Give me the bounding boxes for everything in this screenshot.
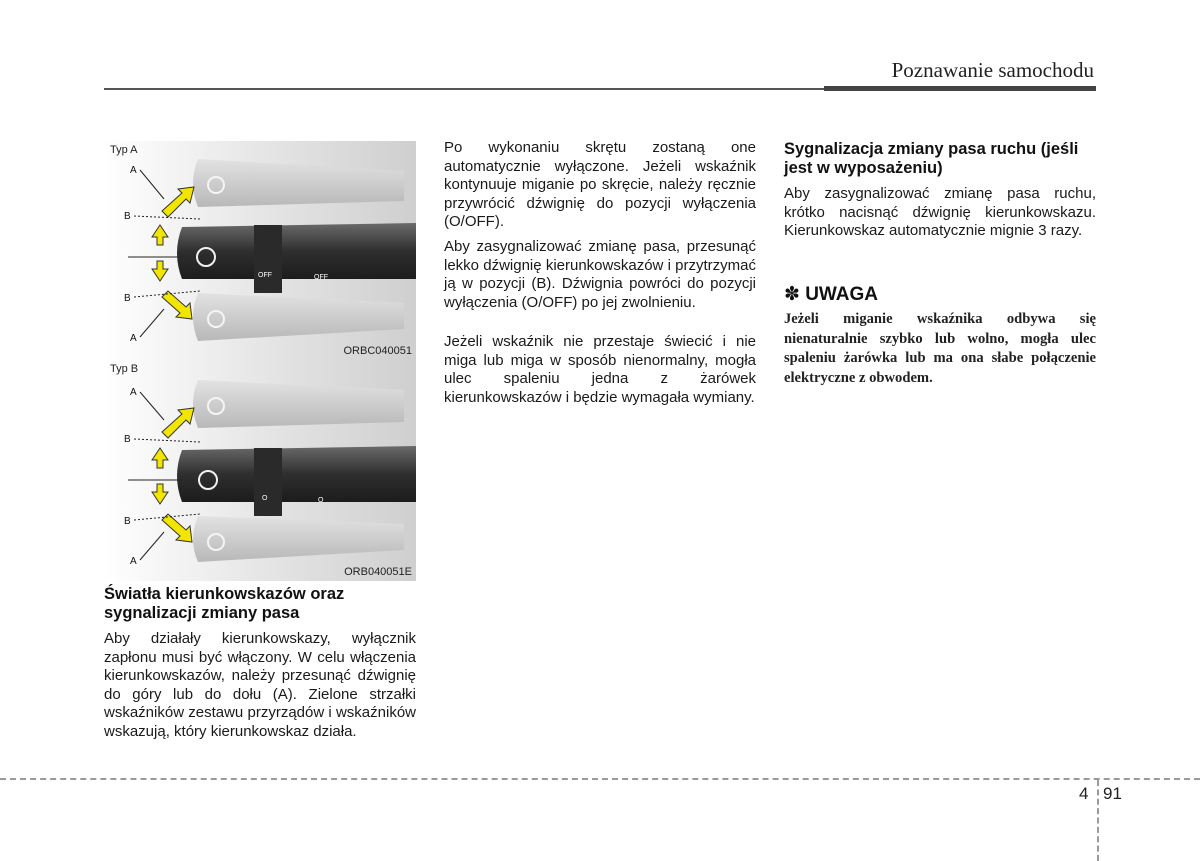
warning-text: Jeżeli miganie wskaźnika odbywa się nienaturalnie szybko lub wolno, mogła ulec spaleniu żarówka lub ma ona słabe połączenie elektryczne z obwodem. <box>784 311 1096 386</box>
stalk-diagram-type-b <box>104 360 416 581</box>
letter-a-top: A <box>130 165 137 176</box>
chapter-number: 4 <box>1079 784 1089 803</box>
turn-signals-paragraph: Aby działały kierunkowskazy, wyłącznik zapłonu musi być włączony. W celu włączenia kierunkowskazów, należy przesunąć dźwignię do góry lub do dołu (A). Zielone strzałki wskaźników zestawu przyrządów i wskaźników wskazują, który kierunkowskaz działa. <box>104 630 416 740</box>
stalk-diagram-type-a <box>104 141 416 360</box>
page-number: 91 <box>1103 784 1122 803</box>
off-label-inner: OFF <box>258 272 272 279</box>
letter-a-bottom: A <box>130 556 137 567</box>
figure-code: ORB040051E <box>344 566 412 578</box>
col2-paragraph-3: Jeżeli wskaźnik nie przestaje świecić i nie miga lub miga w sposób nienormalny, mogła ulec spaleniu jedna z żarówek kierunkowskazów i będzie wymagała wymiany. <box>444 333 756 406</box>
footer-vertical-dashed-rule <box>1097 780 1099 861</box>
off-label-outer: O <box>318 497 324 504</box>
letter-a-bottom: A <box>130 333 137 344</box>
letter-a-top: A <box>130 387 137 398</box>
figure-type-a <box>104 141 416 360</box>
running-header-title: Poznawanie samochodu <box>891 58 1094 82</box>
letter-b-top: B <box>124 434 131 445</box>
footer-dashed-rule <box>0 778 1200 780</box>
col2-paragraph-2: Aby zasygnalizować zmianę pasa, przesunąć lekko dźwignię kierunkowskazów i przytrzymać ją w pozycji (B). Dźwignia powróci do pozycji wyłączenia (O/OFF) po jej zwolnieniu. <box>444 238 756 311</box>
off-label-inner: O <box>262 495 268 502</box>
col2-paragraph-1: Po wykonaniu skrętu zostaną one automatycznie wyłączone. Jeżeli wskaźnik kontynuuje miganie po skręcie, należy ręcznie przywrócić dźwignię do pozycji wyłączenia (O/OFF). <box>444 139 756 231</box>
letter-b-bottom: B <box>124 516 131 527</box>
letter-b-bottom: B <box>124 293 131 304</box>
header-rule-accent <box>824 86 1096 91</box>
figure-type-label: Typ B <box>110 363 139 375</box>
letter-b-top: B <box>124 211 131 222</box>
off-label-outer: OFF <box>314 274 328 281</box>
figure-type-label: Typ A <box>110 144 138 156</box>
figure-type-b <box>104 360 416 581</box>
turn-signals-heading: Światła kierunkowskazów oraz sygnalizacji zmiany pasa <box>104 585 345 622</box>
figure-code: ORBC040051 <box>343 345 412 357</box>
lane-change-paragraph: Aby zasygnalizować zmianę pasa ruchu, krótko nacisnąć dźwignię kierunkowskazu. Kierunkowskaz automatycznie mignie 3 razy. <box>784 185 1096 240</box>
lane-change-heading: Sygnalizacja zmiany pasa ruchu (jeśli jest w wyposażeniu) <box>784 140 1079 177</box>
warning-title: ✽ UWAGA <box>784 284 879 305</box>
